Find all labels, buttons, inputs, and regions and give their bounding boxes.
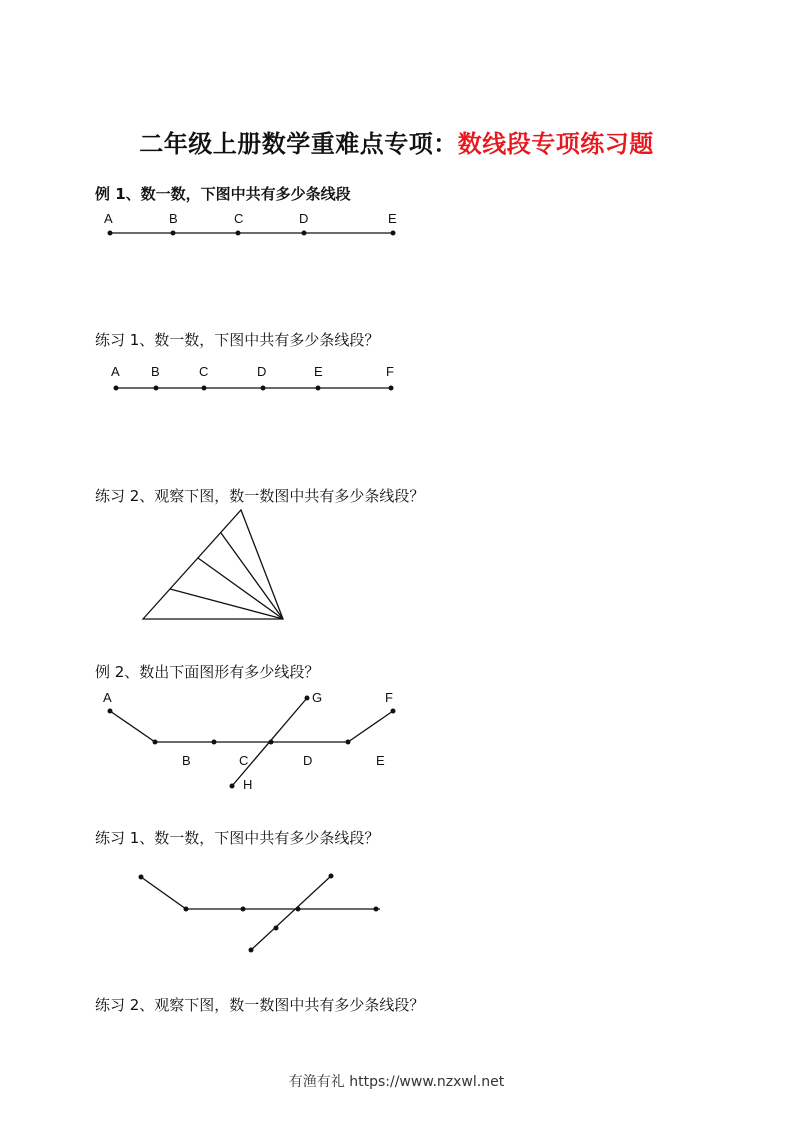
p1a-point-e [316,386,321,391]
example2-figure [110,698,393,786]
ex2-point-a [108,709,113,714]
p1a-point-c [202,386,207,391]
ex2-label-d: D [303,753,313,768]
p1a-label-e: E [314,364,323,379]
ex2-label-a: A [103,690,112,705]
ex1-point-e [391,231,396,236]
ex2-label-c: C [239,753,249,768]
p1b-point-6 [329,874,334,879]
p1b-point-7 [274,926,279,931]
ex2-point-g [305,696,310,701]
ex2-point-mid [212,740,217,745]
p1b-point-2 [184,907,189,912]
practice2a-question: 练习 2、观察下图，数一数图中共有多少条线段？ [95,487,425,505]
p1a-point-d [261,386,266,391]
p1b-point-8 [249,948,254,953]
p1b-point-5 [374,907,379,912]
ex2-point-d [346,740,351,745]
ex2-label-f: F [385,690,393,705]
ex1-label-c: C [234,211,244,226]
ex1-label-b: B [169,211,178,226]
ex2-label-e: E [376,753,385,768]
ex2-point-h [230,784,235,789]
practice2b-question: 练习 2、观察下图，数一数图中共有多少条线段？ [95,996,425,1014]
footer-text: 有渔有礼 https://www.nzxwl.net [288,1074,505,1090]
ex2-point-b [153,740,158,745]
ex2-label-h: H [243,777,253,792]
ex2-label-g: G [312,690,323,705]
ex1-label-a: A [104,211,113,226]
p1b-point-1 [139,875,144,880]
p1a-label-a: A [111,364,120,379]
ex1-label-e: E [388,211,397,226]
p1b-point-3 [241,907,246,912]
ex2-point-f [391,709,396,714]
example1-question: 例 1、数一数，下图中共有多少条线段 [95,185,351,203]
p1a-point-f [389,386,394,391]
ex1-point-c [236,231,241,236]
title-main: 二年级上册数学重难点专项： [139,130,458,158]
p1a-point-a [114,386,119,391]
practice1b-question: 练习 1、数一数，下图中共有多少条线段？ [95,829,380,847]
p1b-point-4 [296,907,301,912]
p1a-point-b [154,386,159,391]
practice1b-figure [141,876,380,950]
triangle-fan-figure [143,510,283,619]
ex1-label-d: D [299,211,309,226]
p1a-label-d: D [257,364,267,379]
ex1-point-b [171,231,176,236]
ex1-point-a [108,231,113,236]
p1a-label-f: F [386,364,394,379]
ex2-label-b: B [182,753,191,768]
practice1a-question: 练习 1、数一数，下图中共有多少条线段？ [95,331,380,349]
ex1-point-d [302,231,307,236]
example2-question: 例 2、数出下面图形有多少线段？ [95,663,320,681]
title-highlight: 数线段专项练习题 [457,130,654,158]
p1a-label-b: B [151,364,160,379]
ex2-point-c [269,740,274,745]
p1a-label-c: C [199,364,209,379]
